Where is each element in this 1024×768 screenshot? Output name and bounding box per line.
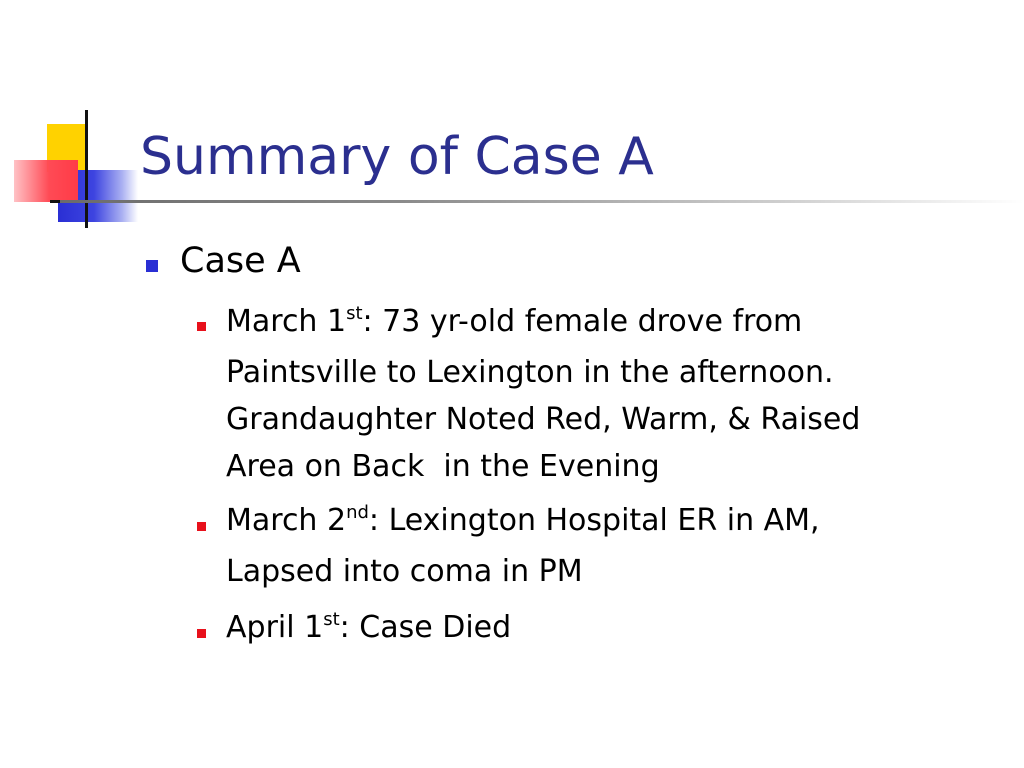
bullet-square-icon <box>197 322 206 331</box>
ordinal-suffix: st <box>346 303 363 324</box>
bullet-level1-text: Case A <box>180 241 301 281</box>
list-item <box>226 298 1006 490</box>
slide-title: Summary of Case A <box>140 127 654 187</box>
list-item-line: Grandaughter Noted Red, Warm, & Raised <box>226 402 861 437</box>
list-item-line: Lapsed into coma in PM <box>226 554 583 589</box>
list-item-line: Area on Back in the Evening <box>226 449 660 484</box>
bullet-square-icon <box>197 522 206 531</box>
bullet-square-icon <box>197 629 206 638</box>
ordinal-suffix: nd <box>346 502 369 523</box>
bullet-square-icon <box>146 260 158 272</box>
list-item <box>226 604 1006 655</box>
title-underline <box>60 200 1024 203</box>
list-item <box>226 497 1006 595</box>
slide-logo <box>0 0 140 240</box>
logo-vertical-line <box>85 110 88 228</box>
list-item-line: Paintsville to Lexington in the afternoon. <box>226 355 834 390</box>
ordinal-suffix: st <box>323 609 340 630</box>
logo-red-square <box>14 160 78 202</box>
list-item-line: April 1st: Case Died <box>226 609 512 645</box>
list-item-line: March 2nd: Lexington Hospital ER in AM, <box>226 502 820 538</box>
list-item-line: March 1st: 73 yr-old female drove from <box>226 303 803 339</box>
